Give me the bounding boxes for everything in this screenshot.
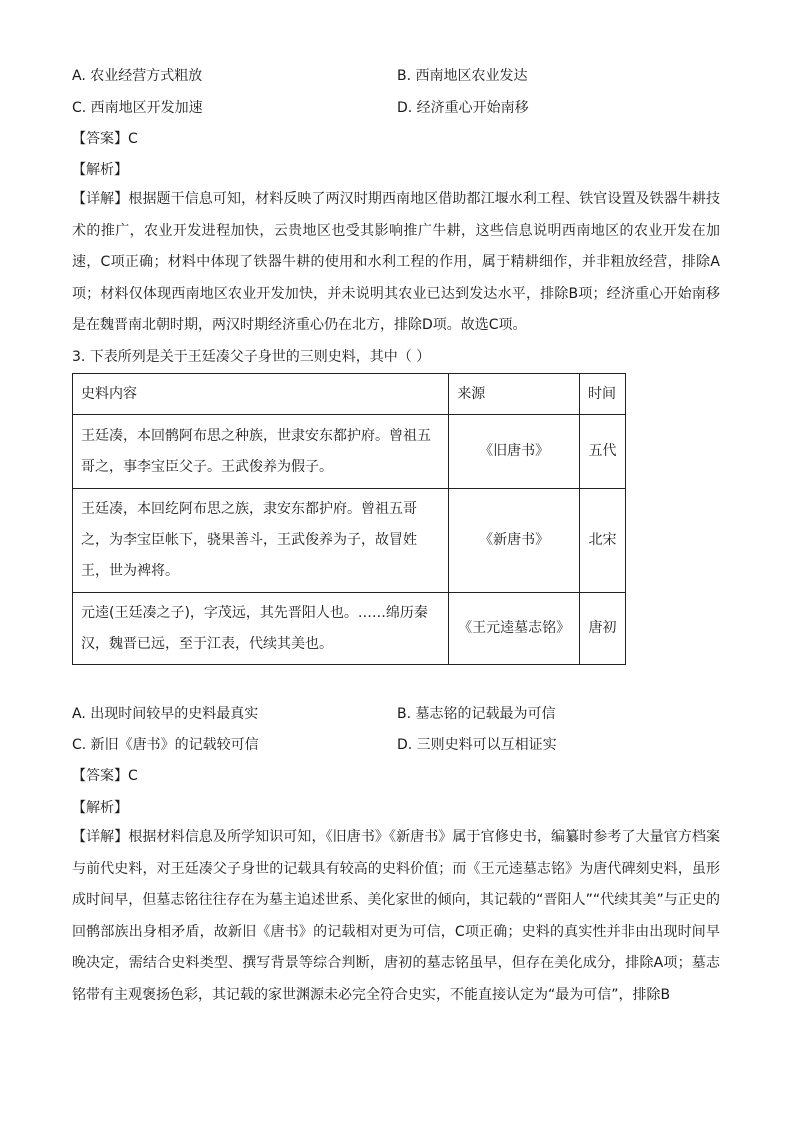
header-time: 时间 [580, 374, 626, 415]
q2-answer: 【答案】C [72, 131, 138, 147]
cell-source: 《新唐书》 [449, 489, 580, 593]
cell-time: 唐初 [580, 593, 626, 665]
q3-analysis-label: 【解析】 [72, 800, 128, 816]
q2-option-c: C. 西南地区开发加速 [72, 100, 203, 116]
q2-detail: 【详解】根据题干信息可知，材料反映了两汉时期西南地区借助都江堰水利工程、铁官设置及铁器牛耕技术的推广，农业开发进程加快，云贵地区也受其影响推广牛耕，这些信息说明西南地区的农业开发在加速，C项正确；材料中体现了铁器牛耕的使用和水利工程的作用，属于精耕细作，并非粗放经营，排除A项；材料仅体现西南地区农业开发加快，并未说明其农业已达到发达水平，排除B项；经济重心开始南移是在魏晋南北朝时期，两汉时期经济重心仍在北方，排除D项。故选C项。 [72, 191, 720, 334]
q2-analysis-label: 【解析】 [72, 162, 128, 178]
q3-detail: 【详解】根据材料信息及所学知识可知，《旧唐书》《新唐书》属于官修史书，编纂时参考了大量官方档案与前代史料，对王廷凑父子身世的记载具有较高的史料价值；而《王元逵墓志铭》为唐代碑刻史料，虽形成时间早，但墓志铭往往存在为墓主追述世系、美化家世的倾向，其记载的“晋阳人”“代续其美”与正史的回鹘部族出身相矛盾，故新旧《唐书》的记载相对更为可信，C项正确；史料的真实性并非由出现时间早晚决定，需结合史料类型、撰写背景等综合判断，唐初的墓志铭虽早，但存在美化成分，排除A项；墓志铭带有主观褒扬色彩，其记载的家世渊源未必完全符合史实，不能直接认定为“最为可信”，排除B [72, 829, 720, 1003]
q3-option-b: B. 墓志铭的记载最为可信 [397, 706, 556, 722]
q3-answer: 【答案】C [72, 768, 138, 784]
q3-option-c: C. 新旧《唐书》的记载较可信 [72, 737, 259, 753]
q3-stem: 3. 下表所列是关于王廷凑父子身世的三则史料，其中（ ） [72, 349, 431, 365]
cell-time: 五代 [580, 415, 626, 489]
cell-source: 《王元逵墓志铭》 [449, 593, 580, 665]
table-header-row [73, 374, 626, 415]
header-source: 来源 [449, 374, 580, 415]
q2-option-d: D. 经济重心开始南移 [397, 100, 529, 116]
table-row [73, 415, 626, 489]
table-row [73, 593, 626, 665]
q2-option-a: A. 农业经营方式粗放 [72, 68, 203, 84]
cell-content: 王廷凑，本回鹘阿布思之种族，世隶安东都护府。曾祖五哥之，事李宝臣父子。王武俊养为假子。 [73, 415, 449, 489]
header-content: 史料内容 [73, 374, 449, 415]
q3-option-a: A. 出现时间较早的史料最真实 [72, 706, 259, 722]
q2-option-b: B. 西南地区农业发达 [397, 68, 528, 84]
source-table [72, 373, 626, 665]
q3-option-d: D. 三则史料可以互相证实 [397, 737, 557, 753]
cell-content: 王廷凑，本回纥阿布思之族，隶安东都护府。曾祖五哥之，为李宝臣帐下，骁果善斗，王武俊养为子，故冒姓王，世为裨将。 [73, 489, 449, 593]
cell-content: 元逵(王廷凑之子)，字茂远，其先晋阳人也。……绵历秦汉，魏晋已远，至于江表，代续其美也。 [73, 593, 449, 665]
cell-time: 北宋 [580, 489, 626, 593]
cell-source: 《旧唐书》 [449, 415, 580, 489]
table-row [73, 489, 626, 593]
